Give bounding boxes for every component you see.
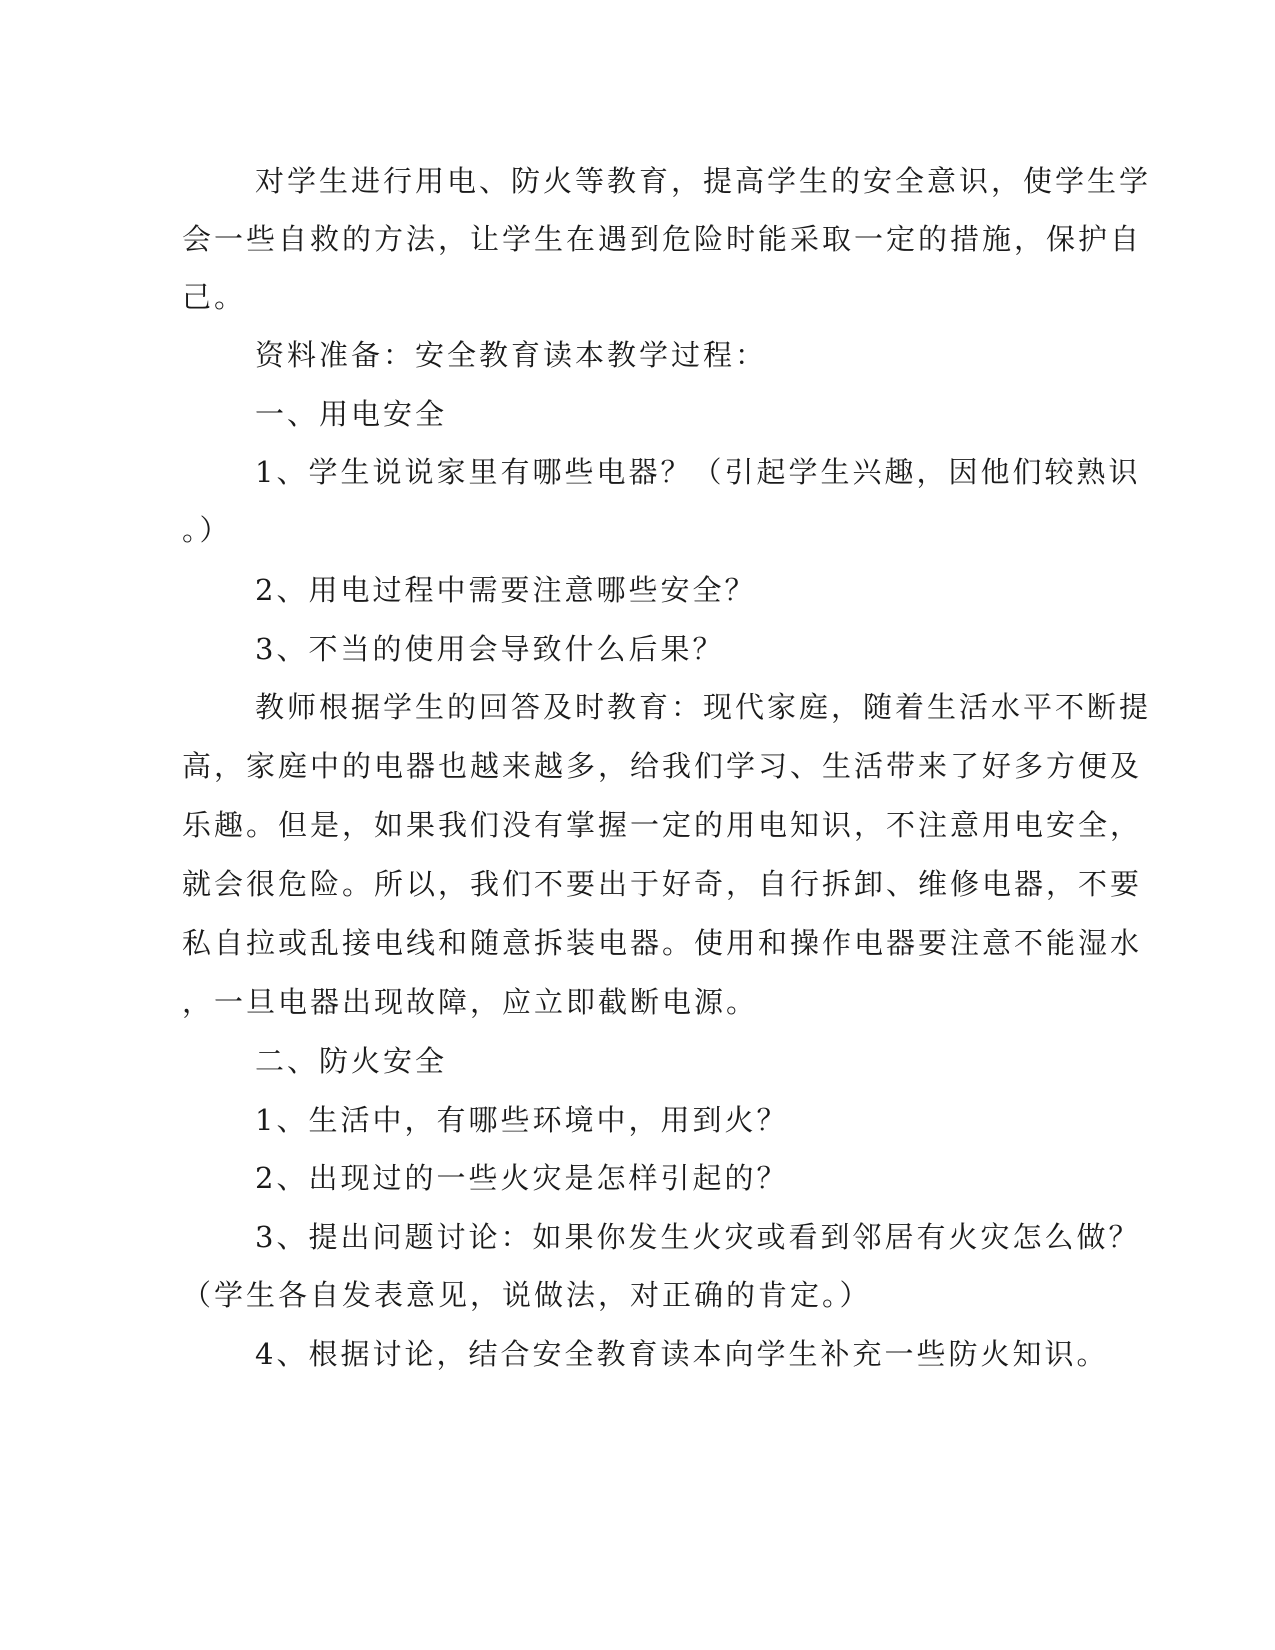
paragraph-line: 己。 xyxy=(182,280,247,314)
section-heading: 一、用电安全 xyxy=(255,397,448,431)
paragraph-line: 4、根据讨论，结合安全教育读本向学生补充一些防火知识。 xyxy=(255,1337,1109,1371)
paragraph-line: 1、生活中，有哪些环境中，用到火？ xyxy=(255,1103,789,1137)
paragraph-line: 教师根据学生的回答及时教育：现代家庭，随着生活水平不断提 xyxy=(255,690,1152,724)
paragraph-line: 乐趣。但是，如果我们没有掌握一定的用电知识，不注意用电安全， xyxy=(182,808,1143,842)
paragraph-line: ，一旦电器出现故障，应立即截断电源。 xyxy=(182,985,759,1019)
paragraph-line: 就会很危险。所以，我们不要出于好奇，自行拆卸、维修电器，不要 xyxy=(182,867,1143,901)
paragraph-line: 。） xyxy=(182,513,232,547)
paragraph-line: 3、提出问题讨论：如果你发生火灾或看到邻居有火灾怎么做？ xyxy=(255,1220,1141,1254)
paragraph-line: 高，家庭中的电器也越来越多，给我们学习、生活带来了好多方便及 xyxy=(182,749,1143,783)
paragraph-line: 会一些自救的方法，让学生在遇到危险时能采取一定的措施，保护自 xyxy=(182,222,1143,256)
paragraph-line: 3、不当的使用会导致什么后果？ xyxy=(255,632,725,666)
paragraph-line: 2、用电过程中需要注意哪些安全？ xyxy=(255,573,757,607)
paragraph-line: 资料准备：安全教育读本教学过程： xyxy=(255,338,768,372)
section-heading: 二、防火安全 xyxy=(255,1044,448,1078)
paragraph-line: 私自拉或乱接电线和随意拆装电器。使用和操作电器要注意不能湿水 xyxy=(182,926,1143,960)
paragraph-line: 对学生进行用电、防火等教育，提高学生的安全意识，使学生学 xyxy=(255,164,1152,198)
paragraph-line: 1、学生说说家里有哪些电器？（引起学生兴趣，因他们较熟识 xyxy=(255,455,1141,489)
paragraph-line: （学生各自发表意见，说做法，对正确的肯定。） xyxy=(182,1278,872,1312)
paragraph-line: 2、出现过的一些火灾是怎样引起的？ xyxy=(255,1161,789,1195)
